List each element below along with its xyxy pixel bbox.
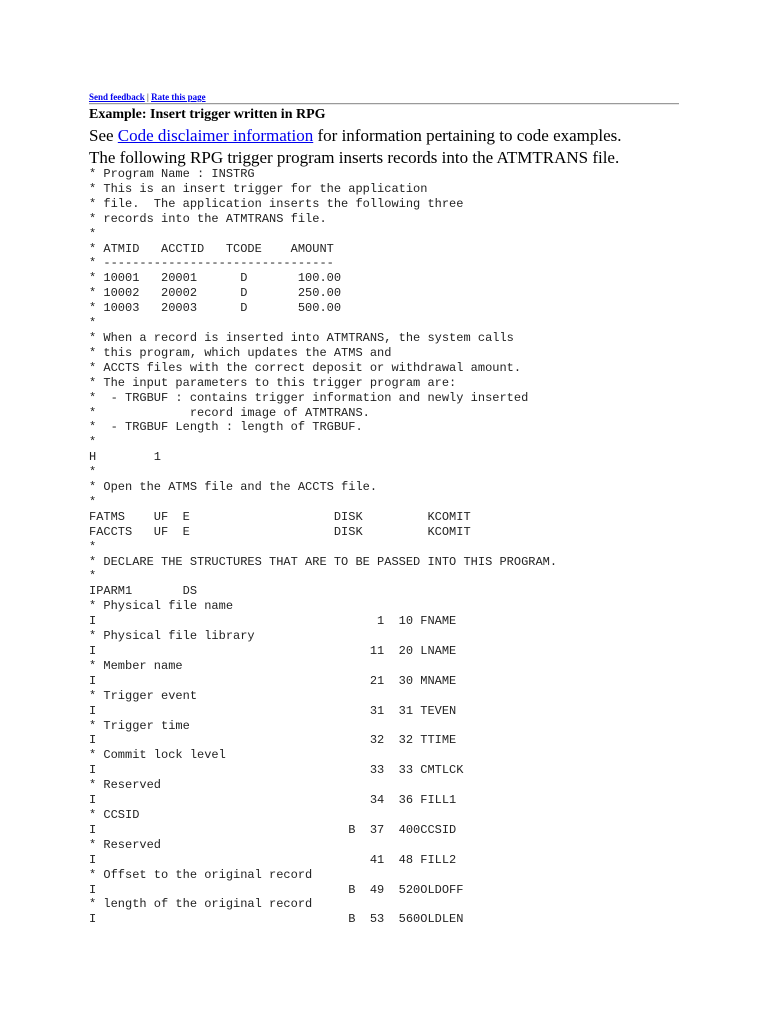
code-line: * length of the original record: [89, 897, 313, 912]
code-line: * ATMID ACCTID TCODE AMOUNT: [89, 241, 334, 256]
code-line: H 1: [89, 450, 162, 465]
code-line: I 1 10 FNAME: [89, 614, 457, 629]
code-line: * Program Name : INSTRG: [89, 167, 255, 181]
code-line: I B 53 560OLDLEN: [89, 912, 464, 927]
code-line: * Physical file name: [89, 599, 234, 614]
code-line: I 32 32 TTIME: [89, 733, 457, 748]
code-line: *: [89, 435, 97, 450]
code-line: * This is an insert trigger for the application: [89, 181, 428, 196]
code-block: [89, 167, 557, 927]
disclaimer-paragraph: [89, 125, 622, 147]
code-line: * ACCTS files with the correct deposit or withdrawal amount.: [89, 360, 522, 375]
code-line: *: [89, 465, 97, 480]
code-line: FATMS UF E DISK KCOMIT: [89, 509, 471, 524]
code-line: I 11 20 LNAME: [89, 644, 457, 658]
code-line: * Physical file library: [89, 629, 255, 644]
top-links: [89, 92, 206, 103]
code-line: * - TRGBUF : contains trigger information and newly inserted: [89, 390, 529, 405]
code-line: * The input parameters to this trigger program are:: [89, 375, 457, 390]
code-line: * When a record is inserted into ATMTRANS, the system calls: [89, 330, 514, 345]
code-line: *: [89, 226, 97, 241]
code-line: * Trigger event: [89, 688, 198, 703]
code-line: I 34 36 FILL1: [89, 793, 457, 808]
code-line: *: [89, 316, 97, 331]
link-separator: |: [144, 92, 152, 102]
code-line: * 10002 20002 D 250.00: [89, 286, 342, 301]
page-title: Example: Insert trigger written in RPG: [89, 107, 326, 122]
code-line: * file. The application inserts the following three: [89, 196, 464, 211]
code-line: * this program, which updates the ATMS and: [89, 345, 392, 360]
code-disclaimer-link[interactable]: Code disclaimer information: [117, 126, 314, 145]
code-line: * DECLARE THE STRUCTURES THAT ARE TO BE PASSED INTO THIS PROGRAM.: [89, 554, 558, 569]
see-rest-text: for information pertaining to code examples.: [313, 126, 622, 145]
code-line: * 10001 20001 D 100.00: [89, 271, 342, 286]
code-line: IPARM1 DS: [89, 584, 198, 599]
rate-page-link[interactable]: Rate this page: [151, 92, 206, 102]
code-line: * - TRGBUF Length : length of TRGBUF.: [89, 420, 363, 435]
code-line: * records into the ATMTRANS file.: [89, 211, 327, 226]
code-line: * --------------------------------: [89, 256, 334, 271]
code-line: *: [89, 539, 97, 554]
code-line: * CCSID: [89, 807, 140, 822]
code-line: I B 49 520OLDOFF: [89, 882, 464, 897]
code-line: * Offset to the original record: [89, 867, 313, 882]
code-line: I 21 30 MNAME: [89, 673, 457, 688]
code-line: * Open the ATMS file and the ACCTS file.: [89, 480, 378, 495]
code-line: * Commit lock level: [89, 748, 226, 763]
code-line: *: [89, 494, 97, 509]
code-line: * Member name: [89, 658, 183, 673]
code-line: * Reserved: [89, 778, 162, 793]
code-line: I 31 31 TEVEN: [89, 703, 457, 718]
code-line: I B 37 400CCSID: [89, 822, 457, 837]
code-line: FACCTS UF E DISK KCOMIT: [89, 524, 471, 539]
code-line: * Reserved: [89, 837, 162, 852]
see-text: See: [89, 126, 118, 145]
description-paragraph: The following RPG trigger program inserts records into the ATMTRANS file.: [89, 148, 620, 167]
code-line: I 33 33 CMTLCK: [89, 763, 464, 778]
code-line: * 10003 20003 D 500.00: [89, 301, 342, 316]
send-feedback-link[interactable]: Send feedback: [89, 92, 145, 102]
code-line: * record image of ATMTRANS.: [89, 405, 370, 420]
header-divider: [89, 103, 679, 105]
code-line: * Trigger time: [89, 718, 190, 733]
code-line: I 41 48 FILL2: [89, 852, 457, 867]
code-line: *: [89, 569, 97, 584]
